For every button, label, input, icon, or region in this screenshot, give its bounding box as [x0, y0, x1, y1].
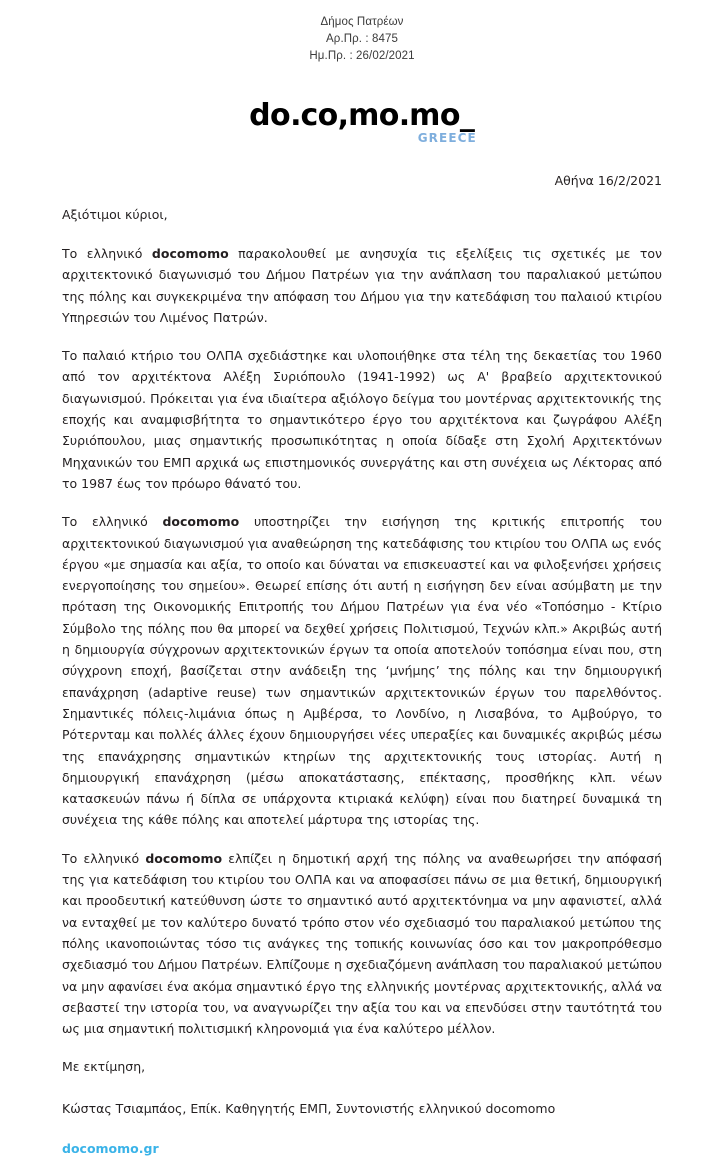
paragraph-4-brand: docomomo — [145, 850, 223, 866]
protocol-number: Αρ.Πρ. : 8475 — [326, 33, 398, 45]
logo-subtitle-greece: GREECE — [417, 131, 477, 145]
paragraph-3-brand: docomomo — [162, 514, 240, 530]
paragraph-3-lead: Το ελληνικό — [62, 514, 163, 530]
protocol-date: Ημ.Πρ. : 26/02/2021 — [309, 50, 415, 62]
paragraph-1 — [62, 243, 662, 328]
logo-separator-3: . — [398, 98, 410, 133]
paragraph-1-lead: Το ελληνικό — [62, 246, 152, 261]
paragraph-4-lead: Το ελληνικό — [62, 850, 146, 866]
logo-part-2: co — [300, 98, 338, 133]
paragraph-1-brand: docomomo — [151, 246, 229, 261]
paragraph-3-rest: υποστηρίζει την εισήγηση της κριτικής επιτροπής του αρχιτεκτονικού διαγωνισμού για αναθεώρηση της κατεδάφισης του κτιρίου του ΟΛΠΑ ως ενός έργου «με σημασία και αξία, το οποίο και δύναται να επισκευαστεί και να φιλοξενήσει χρήσεις ενεργοποίησης του σημείου». Θεωρεί επίσης ότι αυτή η εισήγηση δεν είναι ασύμβατη με την πρόταση της Οικονομικής Επιτροπής του Δήμου Πατρέων για ένα νέο «Τοπόσημο - Κτίριο Σύμβολο της πόλης που θα μπορεί να δεχθεί χρήσεις Πολιτισμού, Τεχνών κλπ.» Ακριβώς αυτή η δημιουργία σύγχρονων αρχιτεκτονικών έργων τα οποία αποτελούν τοπόσημα είναι που, στη σύγχρονη εποχή, βασίζεται στην ανάδειξη της ‘μνήμης’ της πόλης και την δημιουργική επανάχρηση (adaptive reuse) των σημαντικών αρχιτεκτονικών έργων του παρελθόντος. Σημαντικές πόλεις-λιμάνια όπως η Αμβέρσα, το Λονδίνο, η Λισαβόνα, το Αμβούργο, το Ρότερνταμ και πολλές άλλες έχουν δημιουργήσει νέες υπεραξίες και δυναμικές ακριβώς μέσω της επανάχρησης σημαντικών κτηρίων της αρχιτεκτονικής τους ιστορίας. Αυτή η δημιουργική επανάχρηση (μέσω αποκατάστασης, επέκτασης, προσθήκης κλπ. νέων κατασκευών πάνω ή δίπλα σε υπάρχοντα κτιριακά κελύφη) είναι που διατηρεί δυναμικά τη συνέχεια της κάθε πόλης και αποτελεί μάρτυρα της ιστορίας της. — [62, 514, 662, 828]
logo-part-3: mo — [348, 98, 399, 133]
website-link[interactable]: docomomo.gr — [62, 1141, 159, 1157]
logo-wordmark — [249, 100, 475, 132]
logo-part-1: do — [249, 98, 291, 133]
logo-separator-2: , — [337, 98, 349, 133]
municipality-name: Δήμος Πατρέων — [320, 16, 404, 28]
letter-body — [62, 204, 662, 1158]
paragraph-4-rest: ελπίζει η δημοτική αρχή της πόλης να αναθεωρήσει την απόφασή της για κατεδάφιση του κτιρίου του ΟΛΠΑ και να αποφασίσει πάνω σε μια θετική, δημιουργική και προοδευτική κατεύθυνση ώστε το σημαντικό αυτό αρχιτεκτόνημα να μην αφανιστεί, αλλά να ενταχθεί με τον καλύτερο δυνατό τρόπο στον νέο σχεδιασμό του παραλιακού μετώπου της πόλης ικανοποιώντας τόσο τις ανάγκες της τοπικής κοινωνίας όσο και τον μακροπρόθεσμο σχεδιασμό του Δήμου Πατρέων. Ελπίζουμε η σχεδιαζόμενη ανάπλαση του παραλιακού μετώπου να μην αφανίσει ένα ακόμα σημαντικό έργο της ελληνικής μοντέρνας αρχιτεκτονικής, αλλά να σεβαστεί την ιστορία του, να αναγνωρίζει την αξία του και να επενδύσει στην ταυτότητά του ως μια σημαντική πολιτισμική κληρονομιά για ένα καλύτερο μέλλον. — [62, 850, 663, 1037]
place-date: Αθήνα 16/2/2021 — [554, 173, 662, 188]
signature-line: Κώστας Τσιαμπάος, Επίκ. Καθηγητής ΕΜΠ, Συντονιστής ελληνικού docomomo — [62, 1101, 556, 1117]
logo-container — [0, 100, 724, 152]
salutation: Αξιότιμοι κύριοι, — [62, 207, 168, 222]
logo-separator-1: . — [290, 98, 301, 133]
paragraph-3 — [62, 511, 662, 830]
paragraph-2: Το παλαιό κτήριο του ΟΛΠΑ σχεδιάστηκε και υλοποιήθηκε στα τέλη της δεκαετίας του 1960 από τον αρχιτέκτονα Αλέξη Συριόπουλο (1941-1992) ως Α' βραβείο αρχιτεκτονικού διαγωνισμού. Πρόκειται για ένα ιδιαίτερα αξιόλογο δείγμα του μοντέρνας αρχιτεκτονικής της εποχής και αναμφισβήτητα το σημαντικότερο έργο του αρχιτέκτονα και ζωγράφου Αλέξη Συριόπουλου, μιας σημαντικής προσωπικότητας η οποία δίδαξε στη Σχολή Αρχιτεκτόνων Μηχανικών του ΕΜΠ αρχικά ως επιστημονικός συνεργάτης και στη συνέχεια ως Λέκτορας από το 1987 έως τον πρόωρο θάνατό του. — [62, 348, 662, 491]
registry-header — [0, 14, 724, 65]
paragraph-1-rest: παρακολουθεί με ανησυχία τις εξελίξεις τις σχετικές με τον αρχιτεκτονικό διαγωνισμό του Δήμου Πατρέων για την ανάπλαση του παραλιακού μετώπου της πόλης και συγκεκριμένα την απόφαση του Δήμου για την κατεδάφιση του παλαιού κτιρίου Υπηρεσιών του Λιμένος Πατρών. — [62, 246, 662, 325]
closing-line: Με εκτίμηση, — [62, 1059, 146, 1075]
docomomo-logo — [249, 98, 477, 145]
logo-part-4: mo — [409, 98, 460, 133]
logo-underscore: _ — [459, 98, 475, 133]
paragraph-4 — [62, 848, 662, 1040]
